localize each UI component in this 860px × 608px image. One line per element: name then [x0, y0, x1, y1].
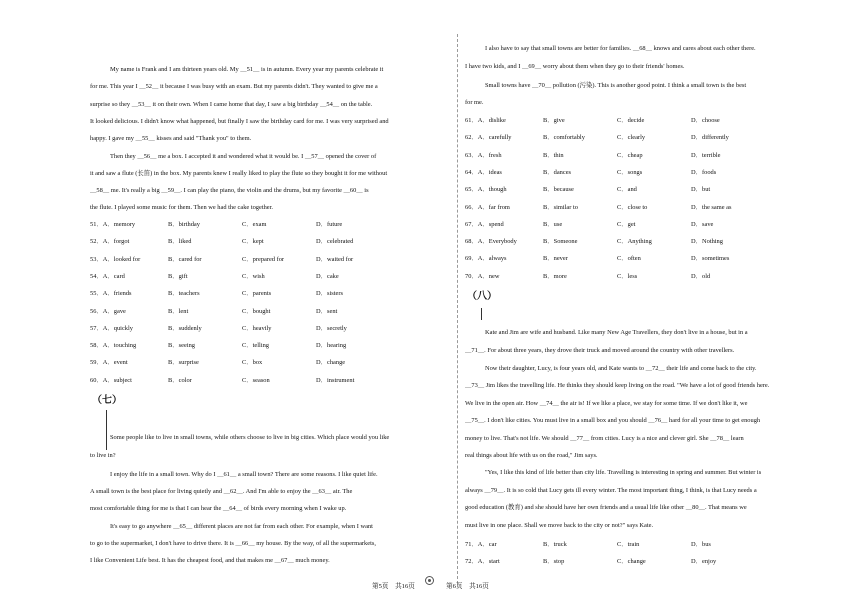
passage-line: It looked delicious. I didn't know what happened, but finally I saw the birthday card for me. I was very surprised and [90, 117, 389, 125]
option-choice: 71．A．car [465, 541, 497, 548]
option-choice: B．lent [168, 307, 189, 315]
passage-line: Small towns have ＿70＿ pollution (污染). This is another good point. I think a small town is the best [485, 82, 747, 89]
option-choice: C．less [617, 272, 638, 280]
passage-line: most comfortable thing for me is that I can hear the ＿64＿ of birds every morning when I wake up. [90, 505, 347, 512]
option-row [465, 199, 827, 216]
passage-line: must live in one place. Shall we move back to the city or not?" says Kate. [465, 522, 654, 529]
passage-line: for me. [465, 99, 484, 106]
option-choice: C．kept [242, 238, 264, 246]
passage-line: always ＿79＿. It is so cold that Lucy gets ill every winter. The most important thing, I think, is that Lucy needs a [465, 487, 757, 494]
option-choice: B．give [543, 117, 565, 124]
option-choice: 62．A．carefully [465, 134, 512, 142]
option-choice: 59．A．event [90, 359, 128, 367]
option-choice: D．terrible [691, 151, 721, 159]
option-choice: C．close to [617, 203, 648, 211]
option-row [465, 181, 827, 198]
option-row [465, 112, 827, 129]
option-row [465, 250, 827, 267]
option-choice: C．season [242, 376, 270, 384]
option-choice: B．stop [543, 558, 565, 566]
option-choice: 63．A．fresh [465, 151, 502, 159]
option-choice: B．suddenly [168, 324, 202, 332]
page-center-icon [425, 576, 434, 585]
option-choice: D．the same as [691, 203, 732, 211]
option-choice: C．train [617, 541, 640, 548]
option-row [465, 216, 827, 233]
option-choice: B．birthday [168, 221, 200, 228]
option-choice: D．sisters [316, 290, 343, 298]
option-choice: C．songs [617, 168, 643, 176]
option-row [90, 285, 452, 302]
option-choice: 65．A．though [465, 186, 507, 194]
option-choice: 53．A．looked for [90, 255, 141, 263]
option-choice: 69．A．always [465, 255, 507, 263]
option-choice: B．because [543, 186, 574, 194]
option-choice: D．foods [691, 168, 717, 176]
option-choice: 55．A．friends [90, 290, 132, 298]
option-choice: C．wish [242, 272, 265, 280]
option-row [90, 372, 452, 389]
passage-line: to live in? [90, 452, 116, 459]
option-choice: 67．A．spend [465, 220, 504, 228]
passage-line: Now their daughter, Lucy, is four years old, and Kate wants to ＿72＿ their life and come back to the city. [485, 365, 757, 372]
option-choice: B．never [543, 255, 568, 263]
option-choice: C．often [617, 255, 641, 263]
option-choice: D．save [691, 220, 714, 228]
option-choice: B．use [543, 220, 563, 228]
option-row [90, 233, 452, 250]
option-choice: D．old [691, 272, 711, 280]
passage-line: surprise so they ＿53＿ it on their own. When I came home that day, I saw a big birthday ＿54＿ on the table. [90, 100, 373, 108]
option-choice: 51．A．memory [90, 221, 136, 228]
option-choice: B．cared for [168, 255, 202, 263]
option-row [90, 251, 452, 268]
option-choice: B．liked [168, 238, 192, 246]
option-choice: 57．A．quickly [90, 324, 133, 332]
option-choice: D．hearing [316, 342, 347, 350]
option-choice: D．sometimes [691, 255, 730, 263]
option-choice: 58．A．touching [90, 342, 137, 350]
option-choice: C．bought [242, 307, 271, 315]
section-heading: （八） [467, 291, 497, 302]
passage-line: It's easy to go anywhere ＿65＿ different places are not far from each other. For example, when I want [110, 523, 373, 530]
passage-line: for me. This year I ＿52＿ it because I was busy with an exam. But my parents didn't. They wanted to give me a [90, 83, 378, 91]
option-choice: 68．A．Everybody [465, 238, 517, 246]
option-choice: D．instrument [316, 376, 355, 384]
passage-line: it and saw a flute (长笛) in the box. My parents knew I really liked to play the flute so they bought it for me without [90, 169, 388, 177]
option-choice: C．get [617, 220, 636, 228]
option-row [90, 303, 452, 320]
option-row [465, 147, 827, 164]
page-number-right: 第6页 共16页 [446, 583, 489, 590]
option-choice: D．bus [691, 541, 711, 548]
passage-line: I like Convenient Life best. It has the cheapest food, and that makes me ＿67＿ much money. [90, 557, 330, 564]
option-choice: C．telling [242, 342, 269, 350]
option-choice: D．sent [316, 307, 338, 315]
option-choice: D．enjoy [691, 558, 717, 566]
passage-line: I enjoy the life in a small town. Why do I ＿61＿ a small town? There are some reasons. I like quiet life. [110, 471, 378, 478]
page-number-left: 第5页 共16页 [372, 583, 415, 590]
option-choice: C．heavily [242, 324, 272, 332]
passage-line: Then they ＿56＿ me a box. I accepted it and wondered what it would be. I ＿57＿ opened the cover of [110, 152, 377, 160]
section-heading: （七） [92, 395, 122, 406]
option-row [465, 536, 827, 553]
column-divider [457, 34, 458, 584]
option-row [90, 216, 452, 233]
option-choice: B．color [168, 376, 192, 384]
option-choice: D．cake [316, 272, 339, 280]
passage-line: Some people like to live in small towns, while others choose to live in big cities. Which place would you like [110, 434, 390, 441]
option-choice: C．Anything [617, 238, 652, 246]
option-row [465, 129, 827, 146]
option-choice: 60．A．subject [90, 376, 132, 384]
option-row [90, 354, 452, 371]
option-choice: 52．A．forgot [90, 238, 130, 246]
passage-line: My name is Frank and I am thirteen years old. My ＿51＿ is in autumn. Every year my parents celebrate it [110, 66, 384, 73]
option-choice: C．prepared for [242, 255, 285, 263]
option-choice: 56．A．gave [90, 307, 126, 315]
passage-line: real things about life with us on the road," Jim says. [465, 452, 598, 459]
passage-line: I also have to say that small towns are better for families. ＿68＿ knows and cares about each other there. [485, 45, 756, 52]
passage-line: ＿71＿. For about three years, they drove their truck and moved around the country with other travellers. [465, 347, 735, 354]
option-choice: D．celebrated [316, 238, 354, 246]
option-choice: C．clearly [617, 134, 646, 142]
option-row [90, 268, 452, 285]
option-choice: D．choose [691, 117, 720, 124]
option-choice: D．Nothing [691, 238, 723, 246]
passage-line: We live in the open air. How ＿74＿ the air is! If we like a place, we stay for some time. If we don't like it, we [465, 400, 748, 407]
option-choice: C．decide [617, 117, 645, 124]
option-choice: C．and [617, 186, 637, 194]
passage-line: to go to the supermarket, I don't have to drive there. It is ＿66＿ my house. By the way, of all the supermarkets, [90, 540, 376, 547]
option-choice: D．future [316, 221, 343, 228]
option-choice: C．change [617, 558, 646, 566]
passage-line: happy. I gave my ＿55＿ kisses and said "Thank you" to them. [90, 135, 252, 143]
option-choice: 61．A．dislike [465, 117, 506, 124]
option-choice: B．similar to [543, 203, 578, 211]
option-choice: 64．A．ideas [465, 168, 502, 176]
margin-line [481, 308, 482, 320]
option-choice: D．change [316, 359, 346, 367]
option-choice: 54．A．card [90, 272, 125, 280]
option-choice: D．secretly [316, 324, 347, 332]
option-row [465, 553, 827, 570]
passage-line: money to live. That's not life. We should ＿77＿ from cities. Lucy is a nice and clever girl. She ＿78＿ learn [465, 435, 744, 442]
passage-line: good education (教育) and she should have her own friends and a usual life like other ＿80＿. That means we [465, 504, 747, 511]
option-choice: B．thin [543, 151, 564, 159]
option-choice: 66．A．far from [465, 203, 510, 211]
option-choice: D．waited for [316, 255, 354, 263]
option-choice: B．gift [168, 272, 188, 280]
option-choice: 70．A．new [465, 272, 500, 280]
option-choice: 72．A．start [465, 558, 500, 566]
passage-line: ＿75＿. I don't like cities. You must live in a small box and you should ＿76＿ hard for all your time to get enough [465, 417, 761, 424]
option-choice: B．dances [543, 168, 572, 176]
passage-line: "Yes, I like this kind of life better than city life. Travelling is interesting in spring and summer. But winter is [485, 469, 762, 476]
passage-line: ＿73＿ Jim likes the travelling life. He thinks they should keep living on the road. "We have a lot of good friends here. [465, 382, 770, 389]
option-choice: D．differently [691, 134, 729, 142]
option-choice: C．box [242, 359, 263, 367]
option-choice: B．comfortably [543, 134, 585, 142]
passage-line: Kate and Jim are wife and husband. Like many New Age Travellers, they don't live in a house, but in a [485, 329, 748, 336]
option-row [90, 337, 452, 354]
option-choice: C．cheap [617, 151, 643, 159]
option-choice: D．but [691, 186, 711, 194]
option-row [465, 233, 827, 250]
passage-line: I have two kids, and I ＿69＿ worry about them when they go to their friends' homes. [465, 63, 685, 70]
option-row [90, 320, 452, 337]
option-choice: B．more [543, 272, 567, 280]
passage-line: the flute. I played some music for them. Then we had the cake together. [90, 204, 274, 212]
option-choice: C．parents [242, 290, 272, 298]
option-choice: C．exam [242, 221, 267, 228]
option-choice: B．Someone [543, 238, 578, 246]
option-choice: B．surprise [168, 359, 199, 367]
passage-line: ＿58＿ me. It's really a big ＿59＿. I can play the piano, the violin and the drums, but my favorite ＿60＿ is [90, 187, 369, 195]
passage-line: A small town is the best place for living quietly and ＿62＿. And I'm able to enjoy the ＿63＿ air. The [90, 488, 353, 495]
option-choice: B．teachers [168, 290, 200, 298]
option-row [465, 268, 827, 285]
option-choice: B．truck [543, 541, 567, 548]
option-row [465, 164, 827, 181]
option-choice: B．seeing [168, 342, 195, 350]
